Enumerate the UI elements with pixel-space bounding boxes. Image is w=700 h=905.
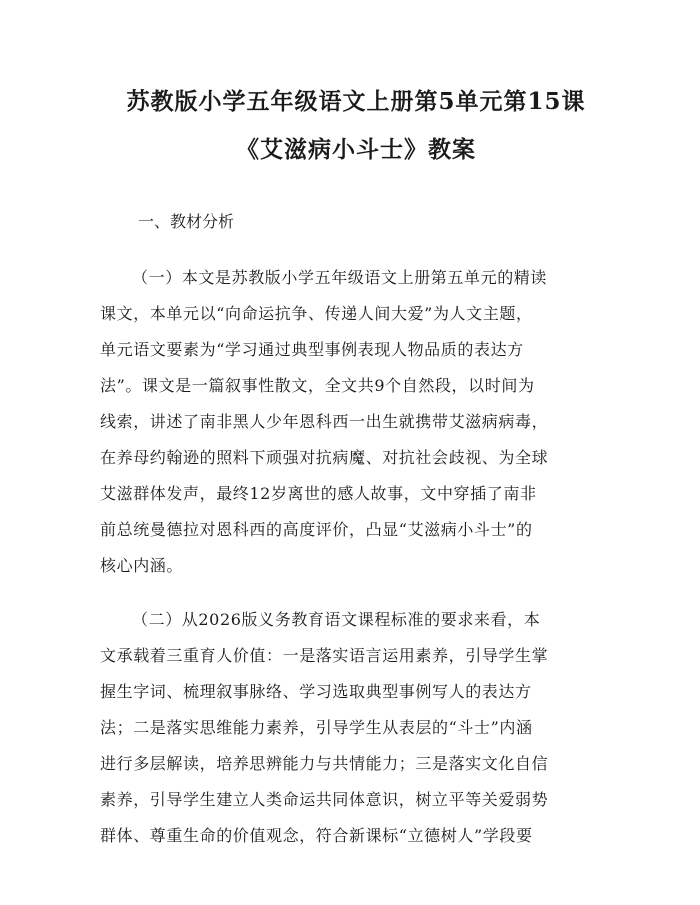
paragraph-line: （二）从2026版义务教育语文课程标准的要求来看，本	[132, 610, 541, 629]
section-heading: 一、教材分析	[138, 212, 235, 231]
paragraph-line: 文承载着三重育人价值：一是落实语言运用素养，引导学生掌	[100, 646, 549, 665]
paragraph-line: 课文，本单元以“向命运抗争、传递人间大爱”为人文主题，	[100, 304, 533, 323]
paragraph-line: 线索，讲述了南非黑人少年恩科西一出生就携带艾滋病病毒，	[100, 412, 549, 431]
document-title	[100, 78, 612, 174]
title-line-2: 《艾滋病小斗士》教案	[236, 136, 476, 163]
paragraph-line: 艾滋群体发声，最终12岁离世的感人故事，文中穿插了南非	[100, 484, 537, 503]
paragraph-line: 核心内涵。	[100, 556, 184, 575]
paragraph-line: 法；二是落实思维能力素养，引导学生从表层的“斗士”内涵	[100, 718, 533, 737]
title-line-1: 苏教版小学五年级语文上册第5单元第15课	[126, 88, 586, 115]
paragraph-line: 进行多层解读，培养思辨能力与共情能力；三是落实文化自信	[100, 754, 549, 773]
paragraph-line: 前总统曼德拉对恩科西的高度评价，凸显“艾滋病小斗士”的	[100, 520, 533, 539]
paragraph-line: 握生字词、梳理叙事脉络、学习选取典型事例写人的表达方	[100, 682, 532, 701]
paragraph-1	[100, 260, 612, 584]
paragraph-line: 在养母约翰逊的照料下顽强对抗病魔、对抗社会歧视、为全球	[100, 448, 549, 467]
paragraph-line: 群体、尊重生命的价值观念，符合新课标“立德树人”学段要	[100, 826, 533, 845]
paragraph-2	[100, 602, 612, 854]
paragraph-line: 法”。课文是一篇叙事性散文，全文共9个自然段，以时间为	[100, 376, 535, 395]
paragraph-line: （一）本文是苏教版小学五年级语文上册第五单元的精读	[132, 268, 548, 287]
paragraph-line: 单元语文要素为“学习通过典型事例表现人物品质的表达方	[100, 340, 524, 359]
paragraph-line: 素养，引导学生建立人类命运共同体意识，树立平等关爱弱势	[100, 790, 549, 809]
